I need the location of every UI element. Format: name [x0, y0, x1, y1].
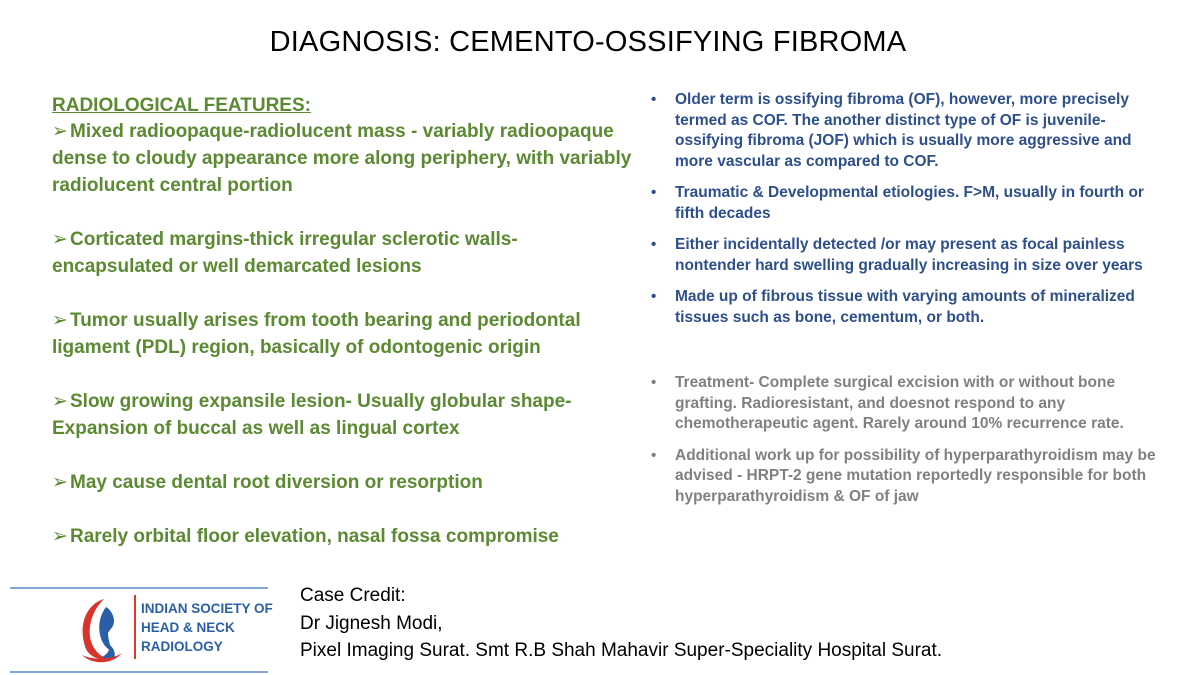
arrow-bullet-icon: ➢ [52, 229, 68, 250]
logo-line: INDIAN SOCIETY OF [141, 601, 273, 616]
credit-doctor: Dr Jignesh Modi, [300, 612, 443, 634]
note-text: Traumatic & Developmental etiologies. F>M, usually in fourth or fifth decades [675, 184, 1144, 222]
radiological-features-heading: RADIOLOGICAL FEATURES: [52, 95, 311, 116]
case-credit [300, 582, 942, 665]
feature-text: Mixed radioopaque-radiolucent mass - variably radioopaque dense to cloudy appearance more along periphery, with variably radiolucent central portion [52, 121, 632, 196]
head-neck-emblem-icon [70, 595, 132, 667]
feature-item [52, 388, 642, 442]
arrow-bullet-icon: ➢ [52, 391, 68, 412]
clinical-notes-list [648, 90, 1168, 328]
logo-text [141, 599, 273, 656]
feature-text: Tumor usually arises from tooth bearing and periodontal ligament (PDL) region, basically of odontogenic origin [52, 310, 581, 358]
note-item [648, 235, 1168, 276]
arrow-bullet-icon: ➢ [52, 310, 68, 331]
slide-title: DIAGNOSIS: CEMENTO-OSSIFYING FIBROMA [269, 26, 907, 58]
feature-item [52, 523, 642, 550]
note-text: Made up of fibrous tissue with varying amounts of mineralized tissues such as bone, cementum, or both. [675, 288, 1135, 326]
bullet-icon: • [651, 288, 657, 305]
feature-item [52, 118, 642, 199]
logo-line: HEAD & NECK [141, 620, 235, 635]
logo-line: RADIOLOGY [141, 639, 223, 654]
feature-item [52, 469, 642, 496]
note-text: Treatment- Complete surgical excision with or without bone grafting. Radioresistant, and doesnot respond to any chemotherapeutic agent. Rarely around 10% recurrence rate. [675, 374, 1124, 432]
bullet-icon: • [651, 236, 657, 253]
bullet-icon: • [651, 184, 657, 201]
note-item [648, 373, 1168, 435]
logo-divider [134, 595, 136, 659]
arrow-bullet-icon: ➢ [52, 472, 68, 493]
treatment-notes-list [648, 373, 1168, 507]
credit-label: Case Credit: [300, 585, 406, 606]
society-logo [10, 587, 273, 673]
feature-text: Corticated margins-thick irregular sclerotic walls- encapsulated or well demarcated lesions [52, 229, 518, 277]
feature-text: Rarely orbital floor elevation, nasal fossa compromise [70, 526, 559, 547]
note-text: Older term is ossifying fibroma (OF), however, more precisely termed as COF. The another distinct type of OF is juvenile-ossifying fibroma (JOF) which is usually more aggressive and more vascular as compared to COF. [675, 91, 1132, 170]
note-text: Additional work up for possibility of hyperparathyroidism may be advised - HRPT-2 gene mutation reportedly responsible for both hyperparathyroidism & OF of jaw [675, 446, 1156, 505]
logo-bottom-rule [10, 671, 268, 673]
arrow-bullet-icon: ➢ [52, 526, 68, 547]
bullet-icon: • [651, 91, 657, 108]
feature-item [52, 226, 642, 280]
credit-institution: Pixel Imaging Surat. Smt R.B Shah Mahavir Super-Speciality Hospital Surat. [300, 640, 943, 661]
feature-item [52, 307, 642, 361]
note-item [648, 90, 1168, 172]
bullet-icon: • [651, 374, 657, 391]
note-item [648, 446, 1168, 508]
arrow-bullet-icon: ➢ [52, 121, 68, 142]
feature-text: May cause dental root diversion or resorption [70, 472, 483, 493]
radiological-features-section [52, 94, 642, 550]
feature-text: Slow growing expansile lesion- Usually globular shape- Expansion of buccal as well as lingual cortex [52, 391, 572, 439]
note-item [648, 287, 1168, 328]
notes-section [648, 90, 1168, 507]
note-item [648, 183, 1168, 224]
logo-top-rule [10, 587, 268, 589]
note-text: Either incidentally detected /or may present as focal painless nontender hard swelling gradually increasing in size over years [675, 236, 1143, 274]
bullet-icon: • [651, 446, 657, 464]
